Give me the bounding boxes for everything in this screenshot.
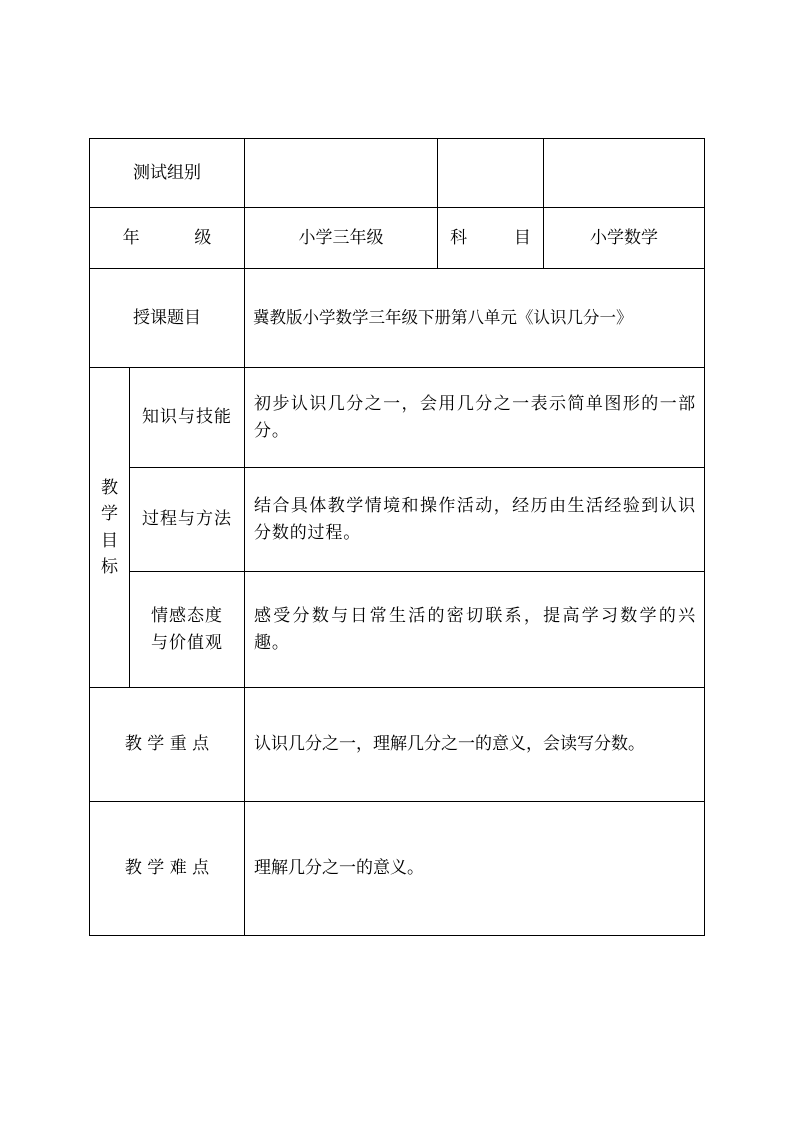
key-point-row bbox=[90, 688, 705, 802]
key-point-label: 教 学 重 点 bbox=[90, 688, 245, 802]
topic-row bbox=[90, 269, 705, 368]
knowledge-skills-text: 初步认识几分之一，会用几分之一表示简单图形的一部分。 bbox=[245, 368, 705, 468]
objective-attitude-row bbox=[90, 572, 705, 688]
objectives-char-1: 教 bbox=[101, 477, 118, 498]
test-group-value-cell-1[interactable] bbox=[245, 139, 438, 208]
objective-knowledge-row bbox=[90, 368, 705, 468]
attitude-label-line-2: 与价值观 bbox=[151, 632, 223, 653]
grade-label-part-1: 年 bbox=[122, 227, 140, 248]
difficulty-text: 理解几分之一的意义。 bbox=[245, 802, 705, 936]
objectives-char-4: 标 bbox=[101, 556, 118, 577]
grade-row bbox=[90, 208, 705, 269]
objectives-char-2: 学 bbox=[101, 504, 118, 525]
difficulty-row bbox=[90, 802, 705, 936]
difficulty-label: 教 学 难 点 bbox=[90, 802, 245, 936]
objectives-char-3: 目 bbox=[101, 530, 118, 551]
grade-label-part-2: 级 bbox=[194, 227, 212, 248]
attitude-values-text: 感受分数与日常生活的密切联系，提高学习数学的兴趣。 bbox=[245, 572, 705, 688]
test-group-row bbox=[90, 139, 705, 208]
process-methods-label: 过程与方法 bbox=[130, 468, 245, 572]
teaching-objectives-label bbox=[90, 368, 130, 688]
subject-label-part-1: 科 bbox=[450, 227, 468, 248]
test-group-value-cell-2[interactable] bbox=[438, 139, 544, 208]
grade-label-cell bbox=[90, 208, 245, 269]
attitude-label-line-1: 情感态度 bbox=[151, 606, 223, 627]
process-methods-text: 结合具体教学情境和操作活动，经历由生活经验到认识分数的过程。 bbox=[245, 468, 705, 572]
test-group-value-cell-3[interactable] bbox=[544, 139, 705, 208]
lesson-plan-table bbox=[89, 138, 705, 936]
test-group-label: 测试组别 bbox=[90, 139, 245, 208]
topic-value: 冀教版小学数学三年级下册第八单元《认识几分一》 bbox=[245, 269, 705, 368]
subject-label-part-2: 目 bbox=[513, 227, 531, 248]
key-point-text: 认识几分之一，理解几分之一的意义，会读写分数。 bbox=[245, 688, 705, 802]
knowledge-skills-label: 知识与技能 bbox=[130, 368, 245, 468]
subject-value: 小学数学 bbox=[544, 208, 705, 269]
subject-label-cell bbox=[438, 208, 544, 269]
attitude-values-label bbox=[130, 572, 245, 688]
topic-label: 授课题目 bbox=[90, 269, 245, 368]
grade-value: 小学三年级 bbox=[245, 208, 438, 269]
objective-process-row bbox=[90, 468, 705, 572]
